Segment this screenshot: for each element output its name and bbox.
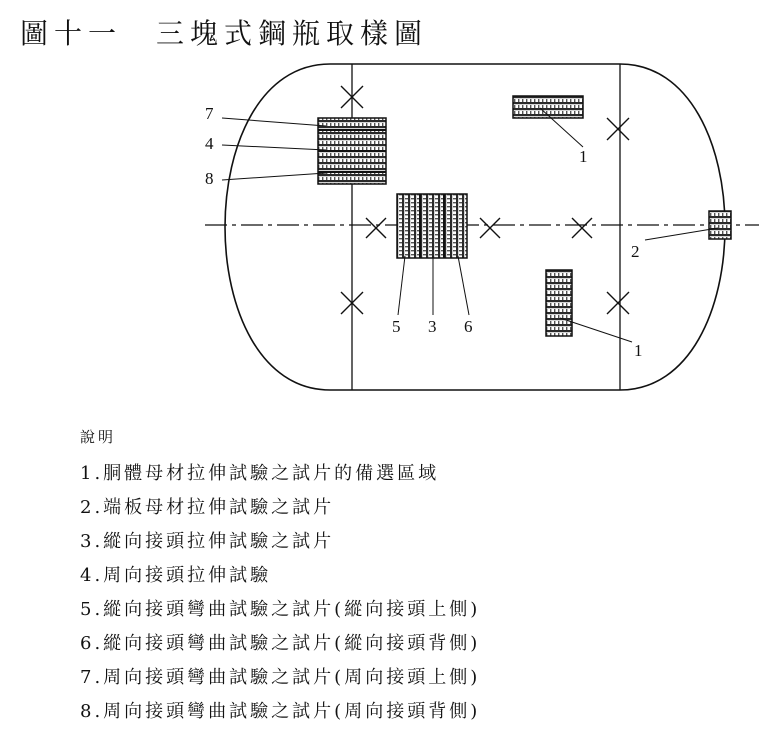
- label-1-bottom: 1: [634, 341, 643, 360]
- label-2: 2: [631, 242, 640, 261]
- label-6: 6: [464, 317, 473, 336]
- label-8: 8: [205, 169, 214, 188]
- specimen-longitudinal: [397, 194, 467, 258]
- cross-mark: [607, 292, 629, 314]
- legend-heading: 說明: [80, 428, 117, 446]
- cross-mark: [366, 218, 386, 238]
- legend-item: 7.周向接頭彎曲試驗之試片(周向接頭上側): [80, 667, 481, 688]
- legend-item: 3.縱向接頭拉伸試驗之試片: [80, 531, 335, 552]
- legend-item: 5.縱向接頭彎曲試驗之試片(縱向接頭上側): [80, 599, 481, 620]
- label-1-top: 1: [579, 147, 588, 166]
- legend-item: 8.周向接頭彎曲試驗之試片(周向接頭背側): [80, 701, 481, 722]
- label-7: 7: [205, 104, 214, 123]
- specimen-body-bottom: [546, 270, 572, 336]
- legend-item: 6.縱向接頭彎曲試驗之試片(縱向接頭背側): [80, 633, 481, 654]
- label-5: 5: [392, 317, 401, 336]
- label-4: 4: [205, 134, 214, 153]
- legend-item: 4.周向接頭拉伸試驗: [80, 565, 272, 586]
- cross-mark: [607, 118, 629, 140]
- legend-item: 2.端板母材拉伸試驗之試片: [80, 497, 335, 518]
- label-3: 3: [428, 317, 437, 336]
- figure-number: 圖十一: [20, 17, 123, 50]
- legend: [80, 426, 480, 735]
- cross-mark: [572, 218, 592, 238]
- specimen-end-plate: [709, 211, 731, 239]
- cross-mark: [480, 218, 500, 238]
- legend-item: 1.胴體母材拉伸試驗之試片的備選區域: [80, 463, 440, 484]
- vessel-outline: [225, 64, 725, 390]
- figure-caption: 三塊式鋼瓶取樣圖: [156, 17, 429, 50]
- specimen-circumferential: [318, 118, 386, 184]
- legend-list: [80, 463, 480, 735]
